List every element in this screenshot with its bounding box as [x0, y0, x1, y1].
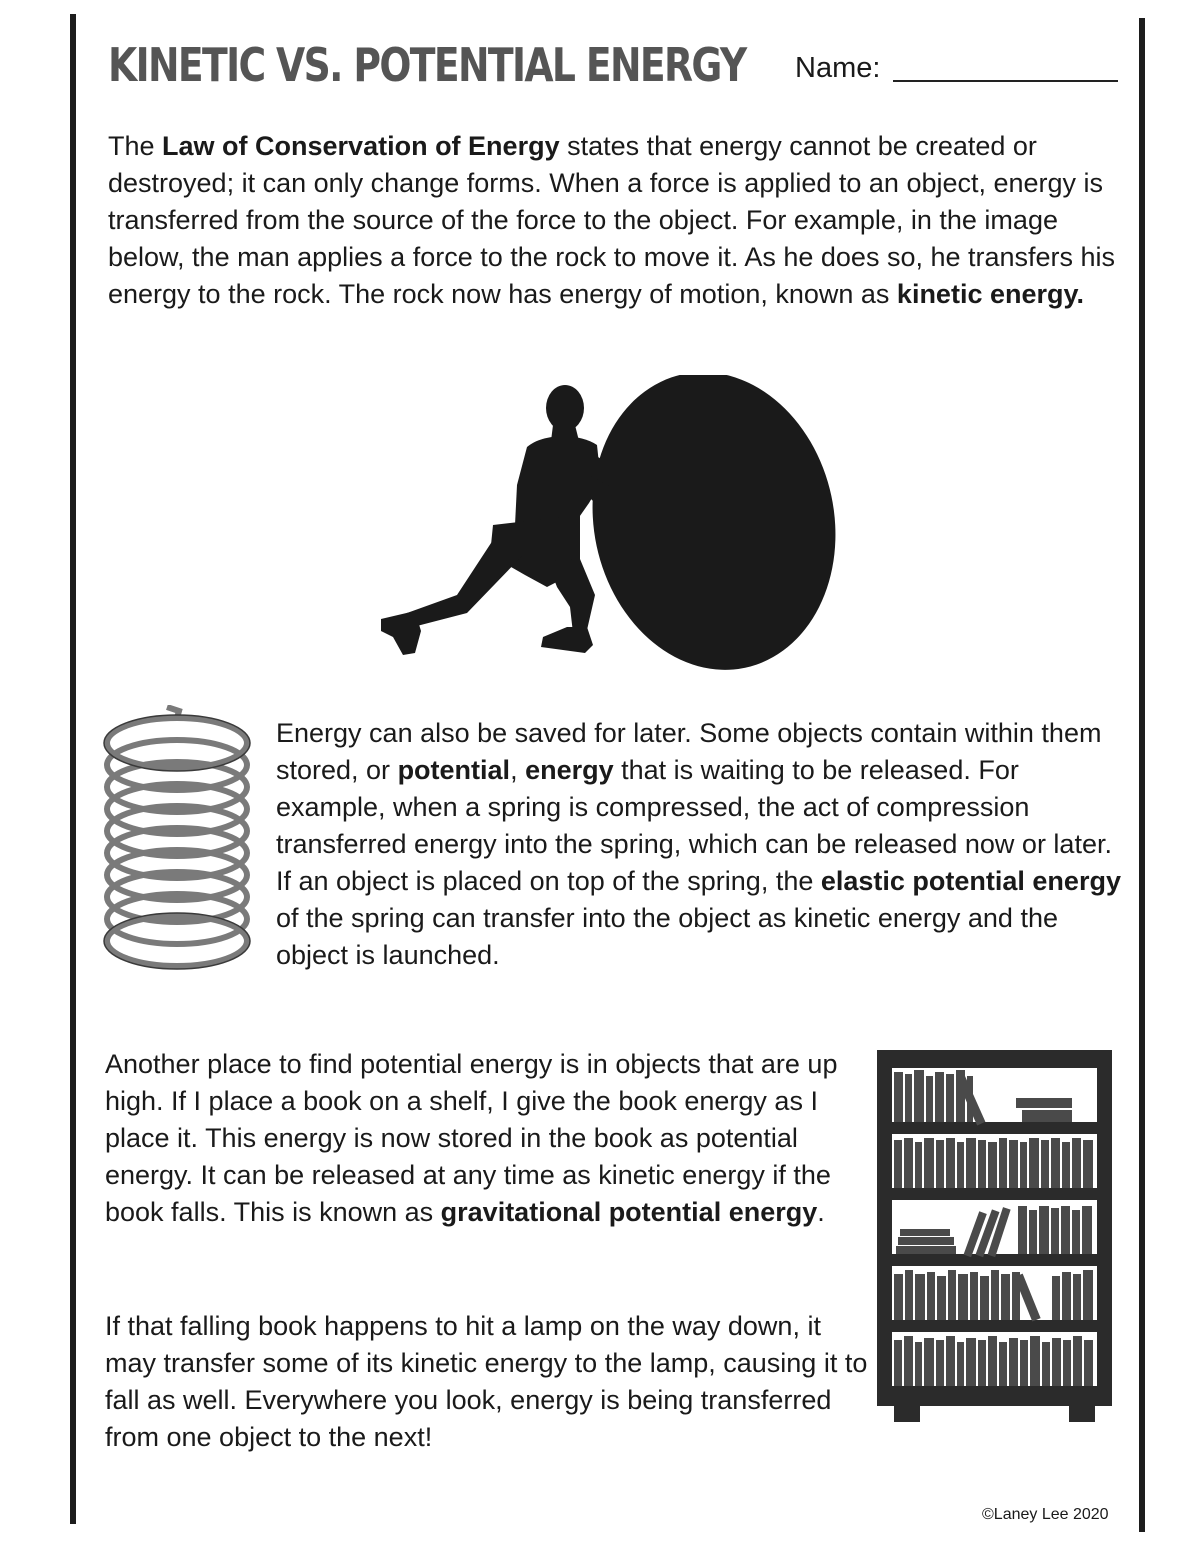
name-input-line[interactable] — [893, 80, 1118, 82]
name-label: Name: — [795, 52, 881, 84]
falling-book-paragraph: If that falling book happens to hit a lamp on the way down, it may transfer some of its kinetic energy to the lamp, causing it to fall as well. Everywhere you look, energy is being transferred from one object to the next! — [105, 1311, 868, 1452]
man-pushing-rock-icon — [375, 375, 845, 675]
left-margin-rule — [70, 14, 76, 1524]
right-margin-rule — [1139, 18, 1145, 1532]
spring-icon — [95, 705, 260, 977]
copyright-notice: ©Laney Lee 2020 — [982, 1506, 1109, 1523]
intro-paragraph: The Law of Conservation of Energy states that energy cannot be created or destroyed; it can only change forms. When a force is applied to an object, energy is transferred from the source of the force to the object. For example, in the image below, the man applies a force to the rock to move it. As he does so, he transfers his energy to the rock. The rock now has energy of motion, known as kinetic energy. — [108, 131, 1116, 309]
gravitational-paragraph: Another place to find potential energy is in objects that are up high. If I place a book on a shelf, I give the book energy as I place it. This energy is now stored in the book as potential energy. It can be released at any time as kinetic energy if the book falls. This is known as gravitational potential energy. — [105, 1049, 838, 1227]
potential-energy-paragraph: Energy can also be saved for later. Some objects contain within them stored, or potential, energy that is waiting to be released. For example, when a spring is compressed, the act of compression transferred energy into the spring, which can be released now or later. If an object is placed on top of the spring, the elastic potential energy of the spring can transfer into the object as kinetic energy and the object is launched. — [276, 718, 1121, 970]
page-title: KINETIC VS. POTENTIAL ENERGY — [108, 38, 746, 92]
bookshelf-icon — [872, 1050, 1117, 1425]
